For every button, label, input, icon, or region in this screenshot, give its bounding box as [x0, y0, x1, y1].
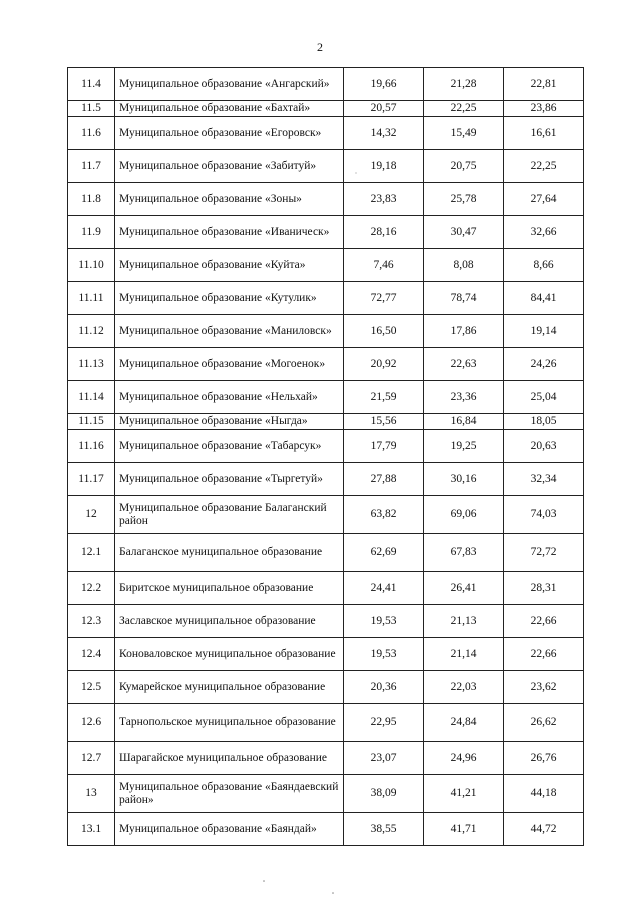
tariff-table-container	[67, 67, 584, 846]
value-cell-1: 24,41	[344, 572, 424, 605]
row-number-cell: 11.14	[68, 381, 115, 414]
value-cell-3: 27,64	[504, 183, 584, 216]
municipality-name-cell: Муниципальное образование «Ангарский»	[115, 68, 344, 101]
value-cell-3: 23,62	[504, 671, 584, 704]
municipality-name-cell: Тарнопольское муниципальное образование	[115, 704, 344, 742]
value-cell-3: 25,04	[504, 381, 584, 414]
value-cell-1: 62,69	[344, 534, 424, 572]
municipality-name-cell: Биритское муниципальное образование	[115, 572, 344, 605]
value-cell-3: 19,14	[504, 315, 584, 348]
value-cell-2: 41,71	[424, 813, 504, 846]
row-number-cell: 11.13	[68, 348, 115, 381]
value-cell-1: 7,46	[344, 249, 424, 282]
municipality-name-cell: Муниципальное образование Балаганский район	[115, 496, 344, 534]
value-cell-1: 19,53	[344, 605, 424, 638]
value-cell-3: 20,63	[504, 430, 584, 463]
value-cell-3: 44,72	[504, 813, 584, 846]
table-row	[68, 216, 584, 249]
row-number-cell: 11.16	[68, 430, 115, 463]
value-cell-3: 22,25	[504, 150, 584, 183]
table-row	[68, 117, 584, 150]
table-row	[68, 282, 584, 315]
row-number-cell: 11.12	[68, 315, 115, 348]
municipality-name-cell: Балаганское муниципальное образование	[115, 534, 344, 572]
scan-speck	[332, 892, 334, 894]
value-cell-3: 84,41	[504, 282, 584, 315]
table-row	[68, 430, 584, 463]
value-cell-1: 14,32	[344, 117, 424, 150]
value-cell-2: 30,47	[424, 216, 504, 249]
table-row	[68, 315, 584, 348]
value-cell-2: 67,83	[424, 534, 504, 572]
value-cell-2: 16,84	[424, 414, 504, 430]
value-cell-2: 25,78	[424, 183, 504, 216]
municipality-name-cell: Муниципальное образование «Нельхай»	[115, 381, 344, 414]
table-row	[68, 704, 584, 742]
municipality-name-cell: Муниципальное образование «Забитуй»	[115, 150, 344, 183]
row-number-cell: 13.1	[68, 813, 115, 846]
value-cell-1: 21,59	[344, 381, 424, 414]
row-number-cell: 12.5	[68, 671, 115, 704]
value-cell-1: 16,50	[344, 315, 424, 348]
municipality-name-cell: Муниципальное образование «Кутулик»	[115, 282, 344, 315]
value-cell-1: 19,66	[344, 68, 424, 101]
row-number-cell: 12.4	[68, 638, 115, 671]
value-cell-3: 26,76	[504, 742, 584, 775]
row-number-cell: 11.15	[68, 414, 115, 430]
table-row	[68, 183, 584, 216]
value-cell-1: 20,92	[344, 348, 424, 381]
table-row	[68, 813, 584, 846]
value-cell-2: 19,25	[424, 430, 504, 463]
value-cell-1: 38,09	[344, 775, 424, 813]
value-cell-3: 16,61	[504, 117, 584, 150]
table-row	[68, 348, 584, 381]
value-cell-3: 72,72	[504, 534, 584, 572]
scan-speck	[263, 880, 265, 882]
table-row	[68, 638, 584, 671]
row-number-cell: 11.17	[68, 463, 115, 496]
value-cell-2: 21,14	[424, 638, 504, 671]
value-cell-1: 20,57	[344, 101, 424, 117]
value-cell-2: 26,41	[424, 572, 504, 605]
table-row	[68, 101, 584, 117]
table-row	[68, 605, 584, 638]
value-cell-2: 20,75	[424, 150, 504, 183]
value-cell-2: 17,86	[424, 315, 504, 348]
value-cell-1: 19,53	[344, 638, 424, 671]
table-row	[68, 496, 584, 534]
municipality-name-cell: Муниципальное образование «Табарсук»	[115, 430, 344, 463]
value-cell-2: 21,13	[424, 605, 504, 638]
value-cell-3: 74,03	[504, 496, 584, 534]
municipality-name-cell: Муниципальное образование «Баяндаевский район»	[115, 775, 344, 813]
value-cell-2: 23,36	[424, 381, 504, 414]
municipality-name-cell: Муниципальное образование «Баяндай»	[115, 813, 344, 846]
row-number-cell: 11.9	[68, 216, 115, 249]
row-number-cell: 11.8	[68, 183, 115, 216]
table-row	[68, 534, 584, 572]
value-cell-3: 32,34	[504, 463, 584, 496]
value-cell-3: 26,62	[504, 704, 584, 742]
value-cell-2: 15,49	[424, 117, 504, 150]
row-number-cell: 11.4	[68, 68, 115, 101]
row-number-cell: 12	[68, 496, 115, 534]
row-number-cell: 12.1	[68, 534, 115, 572]
row-number-cell: 11.11	[68, 282, 115, 315]
table-row	[68, 572, 584, 605]
table-row	[68, 775, 584, 813]
row-number-cell: 11.10	[68, 249, 115, 282]
row-number-cell: 12.3	[68, 605, 115, 638]
row-number-cell: 12.2	[68, 572, 115, 605]
table-row	[68, 249, 584, 282]
municipality-name-cell: Муниципальное образование «Тыргетуй»	[115, 463, 344, 496]
value-cell-3: 22,81	[504, 68, 584, 101]
value-cell-2: 41,21	[424, 775, 504, 813]
value-cell-2: 21,28	[424, 68, 504, 101]
value-cell-3: 22,66	[504, 638, 584, 671]
municipality-name-cell: Муниципальное образование «Бахтай»	[115, 101, 344, 117]
municipality-name-cell: Муниципальное образование «Куйта»	[115, 249, 344, 282]
value-cell-2: 8,08	[424, 249, 504, 282]
value-cell-2: 69,06	[424, 496, 504, 534]
row-number-cell: 12.6	[68, 704, 115, 742]
value-cell-2: 78,74	[424, 282, 504, 315]
municipality-name-cell: Муниципальное образование «Иваническ»	[115, 216, 344, 249]
value-cell-1: 20,36	[344, 671, 424, 704]
value-cell-3: 44,18	[504, 775, 584, 813]
page-number: 2	[317, 40, 323, 54]
value-cell-3: 24,26	[504, 348, 584, 381]
table-body	[68, 68, 584, 846]
municipality-name-cell: Шарагайское муниципальное образование	[115, 742, 344, 775]
value-cell-1: 23,83	[344, 183, 424, 216]
value-cell-1: 63,82	[344, 496, 424, 534]
value-cell-3: 32,66	[504, 216, 584, 249]
municipality-name-cell: Заславское муниципальное образование	[115, 605, 344, 638]
table-row	[68, 68, 584, 101]
value-cell-3: 18,05	[504, 414, 584, 430]
value-cell-1: 28,16	[344, 216, 424, 249]
table-row	[68, 671, 584, 704]
table-row	[68, 150, 584, 183]
value-cell-3: 8,66	[504, 249, 584, 282]
table-row	[68, 463, 584, 496]
value-cell-1: 38,55	[344, 813, 424, 846]
value-cell-2: 22,63	[424, 348, 504, 381]
municipality-name-cell: Муниципальное образование «Маниловск»	[115, 315, 344, 348]
municipality-name-cell: Муниципальное образование «Егоровск»	[115, 117, 344, 150]
value-cell-1: 72,77	[344, 282, 424, 315]
row-number-cell: 11.6	[68, 117, 115, 150]
value-cell-3: 22,66	[504, 605, 584, 638]
row-number-cell: 13	[68, 775, 115, 813]
value-cell-2: 24,84	[424, 704, 504, 742]
value-cell-2: 30,16	[424, 463, 504, 496]
table-row	[68, 742, 584, 775]
row-number-cell: 11.7	[68, 150, 115, 183]
municipality-name-cell: Коноваловское муниципальное образование	[115, 638, 344, 671]
value-cell-1: 27,88	[344, 463, 424, 496]
value-cell-2: 22,03	[424, 671, 504, 704]
municipality-name-cell: Кумарейское муниципальное образование	[115, 671, 344, 704]
table-row	[68, 414, 584, 430]
municipality-name-cell: Муниципальное образование «Могоенок»	[115, 348, 344, 381]
value-cell-1: 22,95	[344, 704, 424, 742]
value-cell-3: 28,31	[504, 572, 584, 605]
value-cell-1: 15,56	[344, 414, 424, 430]
row-number-cell: 11.5	[68, 101, 115, 117]
value-cell-1: 17,79	[344, 430, 424, 463]
value-cell-2: 22,25	[424, 101, 504, 117]
value-cell-1: 19,18	[344, 150, 424, 183]
row-number-cell: 12.7	[68, 742, 115, 775]
municipality-name-cell: Муниципальное образование «Зоны»	[115, 183, 344, 216]
municipality-name-cell: Муниципальное образование «Ныгда»	[115, 414, 344, 430]
value-cell-1: 23,07	[344, 742, 424, 775]
table-row	[68, 381, 584, 414]
value-cell-3: 23,86	[504, 101, 584, 117]
tariff-table	[67, 67, 584, 846]
value-cell-2: 24,96	[424, 742, 504, 775]
